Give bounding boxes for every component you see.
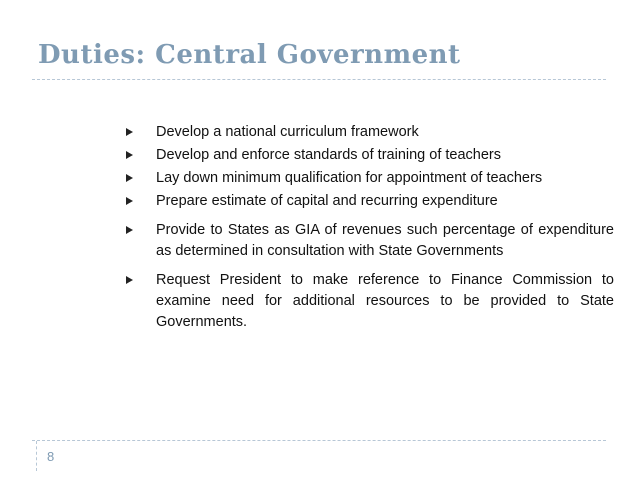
bullet-list <box>124 122 614 333</box>
triangle-bullet-icon <box>126 226 133 234</box>
footer-vertical-divider <box>36 441 37 471</box>
bullet-text: Develop a national curriculum framework <box>156 124 419 140</box>
footer-divider <box>32 440 606 441</box>
triangle-bullet-icon <box>126 197 133 205</box>
triangle-bullet-icon <box>126 174 133 182</box>
bullet-text: Lay down minimum qualification for appointment of teachers <box>156 170 543 186</box>
title-divider <box>32 79 606 80</box>
bullet-text: Request President to make reference to Finance Commission to examine need for additional resources to be provided to State Governments. <box>156 272 614 330</box>
triangle-bullet-icon <box>126 276 133 284</box>
bullet-item <box>124 220 614 262</box>
bullet-text: Develop and enforce standards of training of teachers <box>156 147 501 163</box>
bullet-item <box>124 145 614 166</box>
bullet-text: Prepare estimate of capital and recurring expenditure <box>156 193 498 209</box>
bullet-item <box>124 270 614 333</box>
bullet-item <box>124 168 614 189</box>
slide-title: Duties: Central Government <box>38 40 461 70</box>
bullet-text: Provide to States as GIA of revenues such percentage of expenditure as determined in consultation with State Governments <box>156 222 614 259</box>
bullet-item <box>124 122 614 143</box>
triangle-bullet-icon <box>126 151 133 159</box>
triangle-bullet-icon <box>126 128 133 136</box>
page-number: 8 <box>47 449 55 464</box>
bullet-item <box>124 191 614 212</box>
